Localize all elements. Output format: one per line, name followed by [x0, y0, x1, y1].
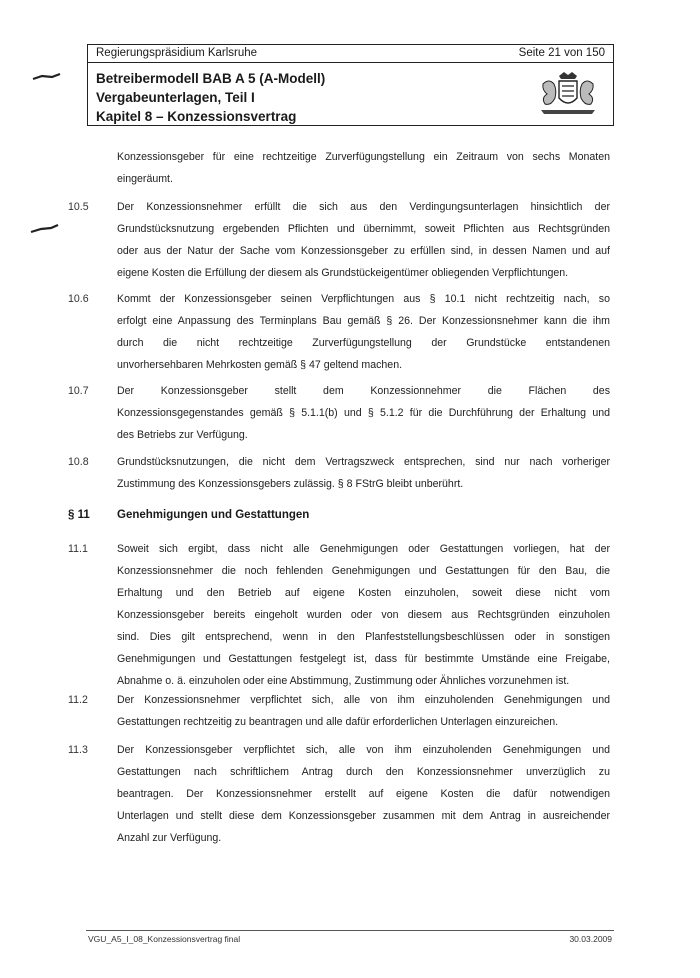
text-line: oder aus der Natur der Sache vom Konzessionsgeber zu erfüllen sind, in dessen Namen und auf — [117, 245, 610, 257]
clause-number: 11.1 — [68, 543, 88, 555]
footer-date: 30.03.2009 — [569, 934, 612, 944]
text-line: des Betriebs zur Verfügung. — [117, 429, 248, 441]
paragraph-continuation — [117, 146, 610, 190]
clause-11-3 — [117, 739, 610, 849]
clause-number: 10.7 — [68, 385, 89, 397]
text-line: Soweit sich ergibt, dass nicht alle Genehmigungen oder Gestattungen vorliegen, hat der — [117, 543, 610, 555]
text-line: Der Konzessionsgeber stellt dem Konzessionnehmer die Flächen des — [117, 385, 610, 397]
title-line: Vergabeunterlagen, Teil I — [96, 90, 255, 105]
clause-10-5 — [117, 196, 610, 284]
clause-10-6 — [117, 288, 610, 376]
text-line: sind. Dies gilt entsprechend, wenn in den Planfeststellungsbeschlüssen oder in sonstigen — [117, 631, 610, 643]
footer-divider — [86, 930, 614, 931]
authority-label: Regierungspräsidium Karlsruhe — [96, 47, 258, 59]
clause-number: 10.8 — [68, 456, 89, 468]
clause-10-7 — [117, 380, 610, 446]
margin-mark-icon — [30, 222, 60, 236]
text-line: Abnahme o. ä. einzuholen oder eine Abstimmung, Zustimmung oder Ähnliches vorzunehmen ist. — [117, 675, 570, 687]
text-line: Gestattungen rechtzeitig zu beantragen und alle dafür erforderlichen Unterlagen einzureichen. — [117, 716, 559, 728]
margin-mark-icon — [32, 70, 62, 84]
footer-file-name: VGU_A5_I_08_Konzessionsvertrag final — [88, 934, 241, 944]
text-line: beantragen. Der Konzessionsnehmer erstellt auf eigene Kosten die dafür notwendigen — [117, 788, 610, 800]
text-line: durch die nicht rechtzeitige Zurverfügungstellung der Grundstücke entstandenen — [117, 337, 610, 349]
clause-10-8 — [117, 451, 610, 495]
page-header — [87, 44, 614, 126]
text-line: unvorhersehbaren Mehrkosten gemäß § 47 geltend machen. — [117, 359, 403, 371]
section-number: § 11 — [68, 509, 90, 521]
clause-number: 11.2 — [68, 694, 88, 706]
text-line: Erhaltung und den Betrieb auf eigene Kosten einzuholen, soweit diese nicht vom — [117, 587, 610, 599]
title-line: Kapitel 8 – Konzessionsvertrag — [96, 109, 297, 124]
clause-number: 10.6 — [68, 293, 89, 305]
clause-11-1 — [117, 538, 610, 692]
header-top-row — [88, 45, 613, 63]
coat-of-arms-icon — [537, 70, 599, 118]
text-line: Genehmigungen und Gestattungen festgelegt ist, dass für bestimmte Umstände eine Freigabe, — [117, 653, 610, 665]
text-line: Konzessionsgegenstandes gemäß § 5.1.1(b) und § 5.1.2 für die Durchführung der Erhaltung und — [117, 407, 610, 419]
text-line: Unterlagen und stellt diese dem Konzessionsgeber zusammen mit dem Antrag in ausreichender — [117, 810, 610, 822]
title-line: Betreibermodell BAB A 5 (A-Modell) — [96, 71, 326, 86]
text-line: Konzessionsnehmer die noch fehlenden Genehmigungen und Gestattungen für den Bau, die — [117, 565, 610, 577]
text-line: Gestattungen nach schriftlichem Antrag durch den Konzessionsnehmer unverzüglich zu — [117, 766, 610, 778]
text-line: Kommt der Konzessionsgeber seinen Verpflichtungen aus § 10.1 nicht rechtzeitig nach, so — [117, 293, 610, 305]
text-line: Konzessionsgeber bereits eingeholt wurden oder von diesem aus Rechtsgründen einzuholen — [117, 609, 610, 621]
text-line: eigene Kosten die Erfüllung der diesem als Grundstückeigentümer obliegenden Verpflichtungen. — [117, 267, 569, 279]
document-title — [96, 69, 325, 126]
text-line: eingeräumt. — [117, 173, 173, 185]
clause-number: 10.5 — [68, 201, 89, 213]
text-line: Der Konzessionsgeber verpflichtet sich, alle von ihm einzuholenden Genehmigungen und — [117, 744, 610, 756]
text-line: Anzahl zur Verfügung. — [117, 832, 222, 844]
clause-11-2 — [117, 689, 610, 733]
page-number: Seite 21 von 150 — [518, 47, 605, 59]
text-line: erfolgt eine Anpassung des Terminplans Bau gemäß § 26. Der Konzessionsnehmer kann die ihm — [117, 315, 610, 327]
clause-number: 11.3 — [68, 744, 88, 756]
text-line: Der Konzessionsnehmer erfüllt die sich aus den Verdingungsunterlagen hinsichtlich der — [117, 201, 610, 213]
text-line: Der Konzessionsnehmer verpflichtet sich, alle von ihm einzuholenden Genehmigungen und — [117, 694, 610, 706]
text-line: Grundstücksnutzungen, die nicht dem Vertragszweck entsprechen, sind nur nach vorheriger — [117, 456, 610, 468]
text-line: Zustimmung des Konzessionsgebers zulässig. § 8 FStrG bleibt unberührt. — [117, 478, 464, 490]
section-heading: Genehmigungen und Gestattungen — [117, 509, 310, 521]
text-line: Konzessionsgeber für eine rechtzeitige Zurverfügungstellung ein Zeitraum von sechs Monaten — [117, 151, 610, 163]
text-line: Grundstücksnutzung ergebenden Pflichten und übernimmt, soweit Pflichten aus Rechtsgründen — [117, 223, 610, 235]
